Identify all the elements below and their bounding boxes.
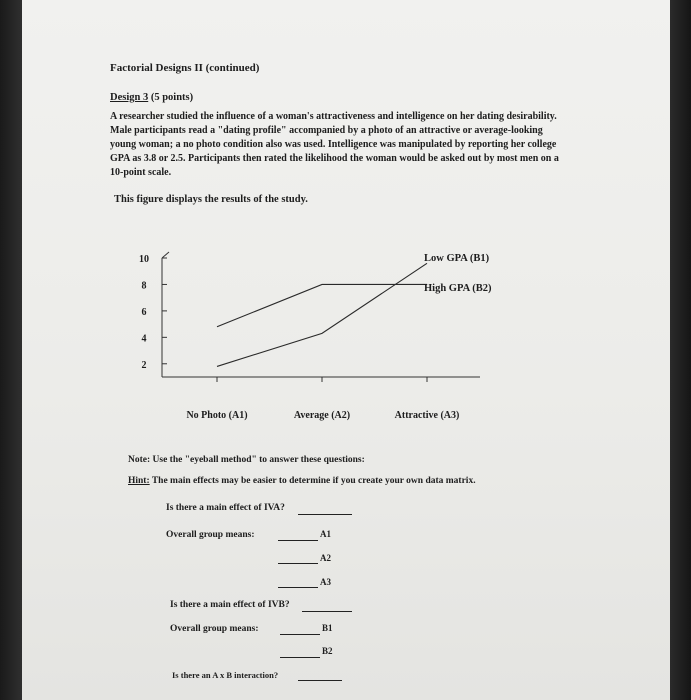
answer-blank-a1[interactable] (278, 540, 318, 541)
mean-label-a1: A1 (320, 529, 331, 539)
answer-blank-main-effect-b[interactable] (302, 611, 352, 612)
answer-blank-main-effect-a[interactable] (298, 514, 352, 515)
hint-label: Hint: (128, 476, 150, 486)
page-heading: Factorial Designs II (continued) (110, 62, 260, 74)
mean-label-b2: B2 (322, 646, 333, 656)
hint-text (128, 476, 476, 486)
question-interaction: Is there an A x B interaction? (172, 670, 279, 680)
overall-means-label-b: Overall group means: (170, 624, 259, 634)
answer-blank-a2[interactable] (278, 563, 318, 564)
overall-means-label-a: Overall group means: (166, 530, 255, 540)
question-main-effect-b: Is there a main effect of IVB? (170, 600, 290, 610)
mean-label-a2: A2 (320, 553, 331, 563)
worksheet-page (22, 0, 670, 700)
figure-caption: This figure displays the results of the study. (114, 194, 308, 205)
background-right-edge (669, 0, 691, 700)
question-main-effect-a: Is there a main effect of IVA? (166, 503, 285, 513)
series-line-high-gpa (217, 284, 427, 326)
results-line-chart (22, 0, 670, 440)
answer-blank-a3[interactable] (278, 587, 318, 588)
paragraph-line: 10-point scale. (110, 167, 172, 178)
hint-body: The main effects may be easier to determine if you create your own data matrix. (149, 476, 476, 486)
y-tick-label: 10 (139, 254, 149, 265)
legend-entry: High GPA (B2) (424, 283, 492, 294)
legend-entry: Low GPA (B1) (424, 253, 490, 264)
answer-blank-b1[interactable] (280, 634, 320, 635)
design-points: (5 points) (150, 92, 194, 103)
x-category-label: Average (A2) (293, 410, 351, 421)
answer-blank-interaction[interactable] (298, 680, 342, 681)
series-line-low-gpa (217, 263, 427, 366)
x-category-label: Attractive (A3) (394, 410, 460, 421)
note-text: Note: Use the "eyeball method" to answer these questions: (128, 455, 365, 465)
paragraph-line: young woman; a no photo condition also was used. Intelligence was manipulated by reporting her college (110, 139, 557, 150)
design-label: Design 3 (110, 92, 149, 103)
paragraph-line: Male participants read a "dating profile" accompanied by a photo of an attractive or average-looking (110, 125, 543, 136)
background-left-edge (0, 0, 22, 700)
mean-label-b1: B1 (322, 623, 333, 633)
y-tick-label: 6 (141, 306, 147, 318)
answer-blank-b2[interactable] (280, 657, 320, 658)
mean-label-a3: A3 (320, 577, 331, 587)
y-tick-label: 2 (141, 359, 147, 371)
x-category-label: No Photo (A1) (186, 410, 248, 421)
y-tick-label: 4 (141, 333, 147, 345)
paragraph-line: A researcher studied the influence of a woman's attractiveness and intelligence on her dating desirability. (110, 111, 557, 122)
paragraph-line: GPA as 3.8 or 2.5. Participants then rated the likelihood the woman would be asked out by most men on a (110, 153, 559, 164)
y-axis-top-cap (162, 252, 169, 258)
y-tick-label: 8 (141, 280, 147, 292)
